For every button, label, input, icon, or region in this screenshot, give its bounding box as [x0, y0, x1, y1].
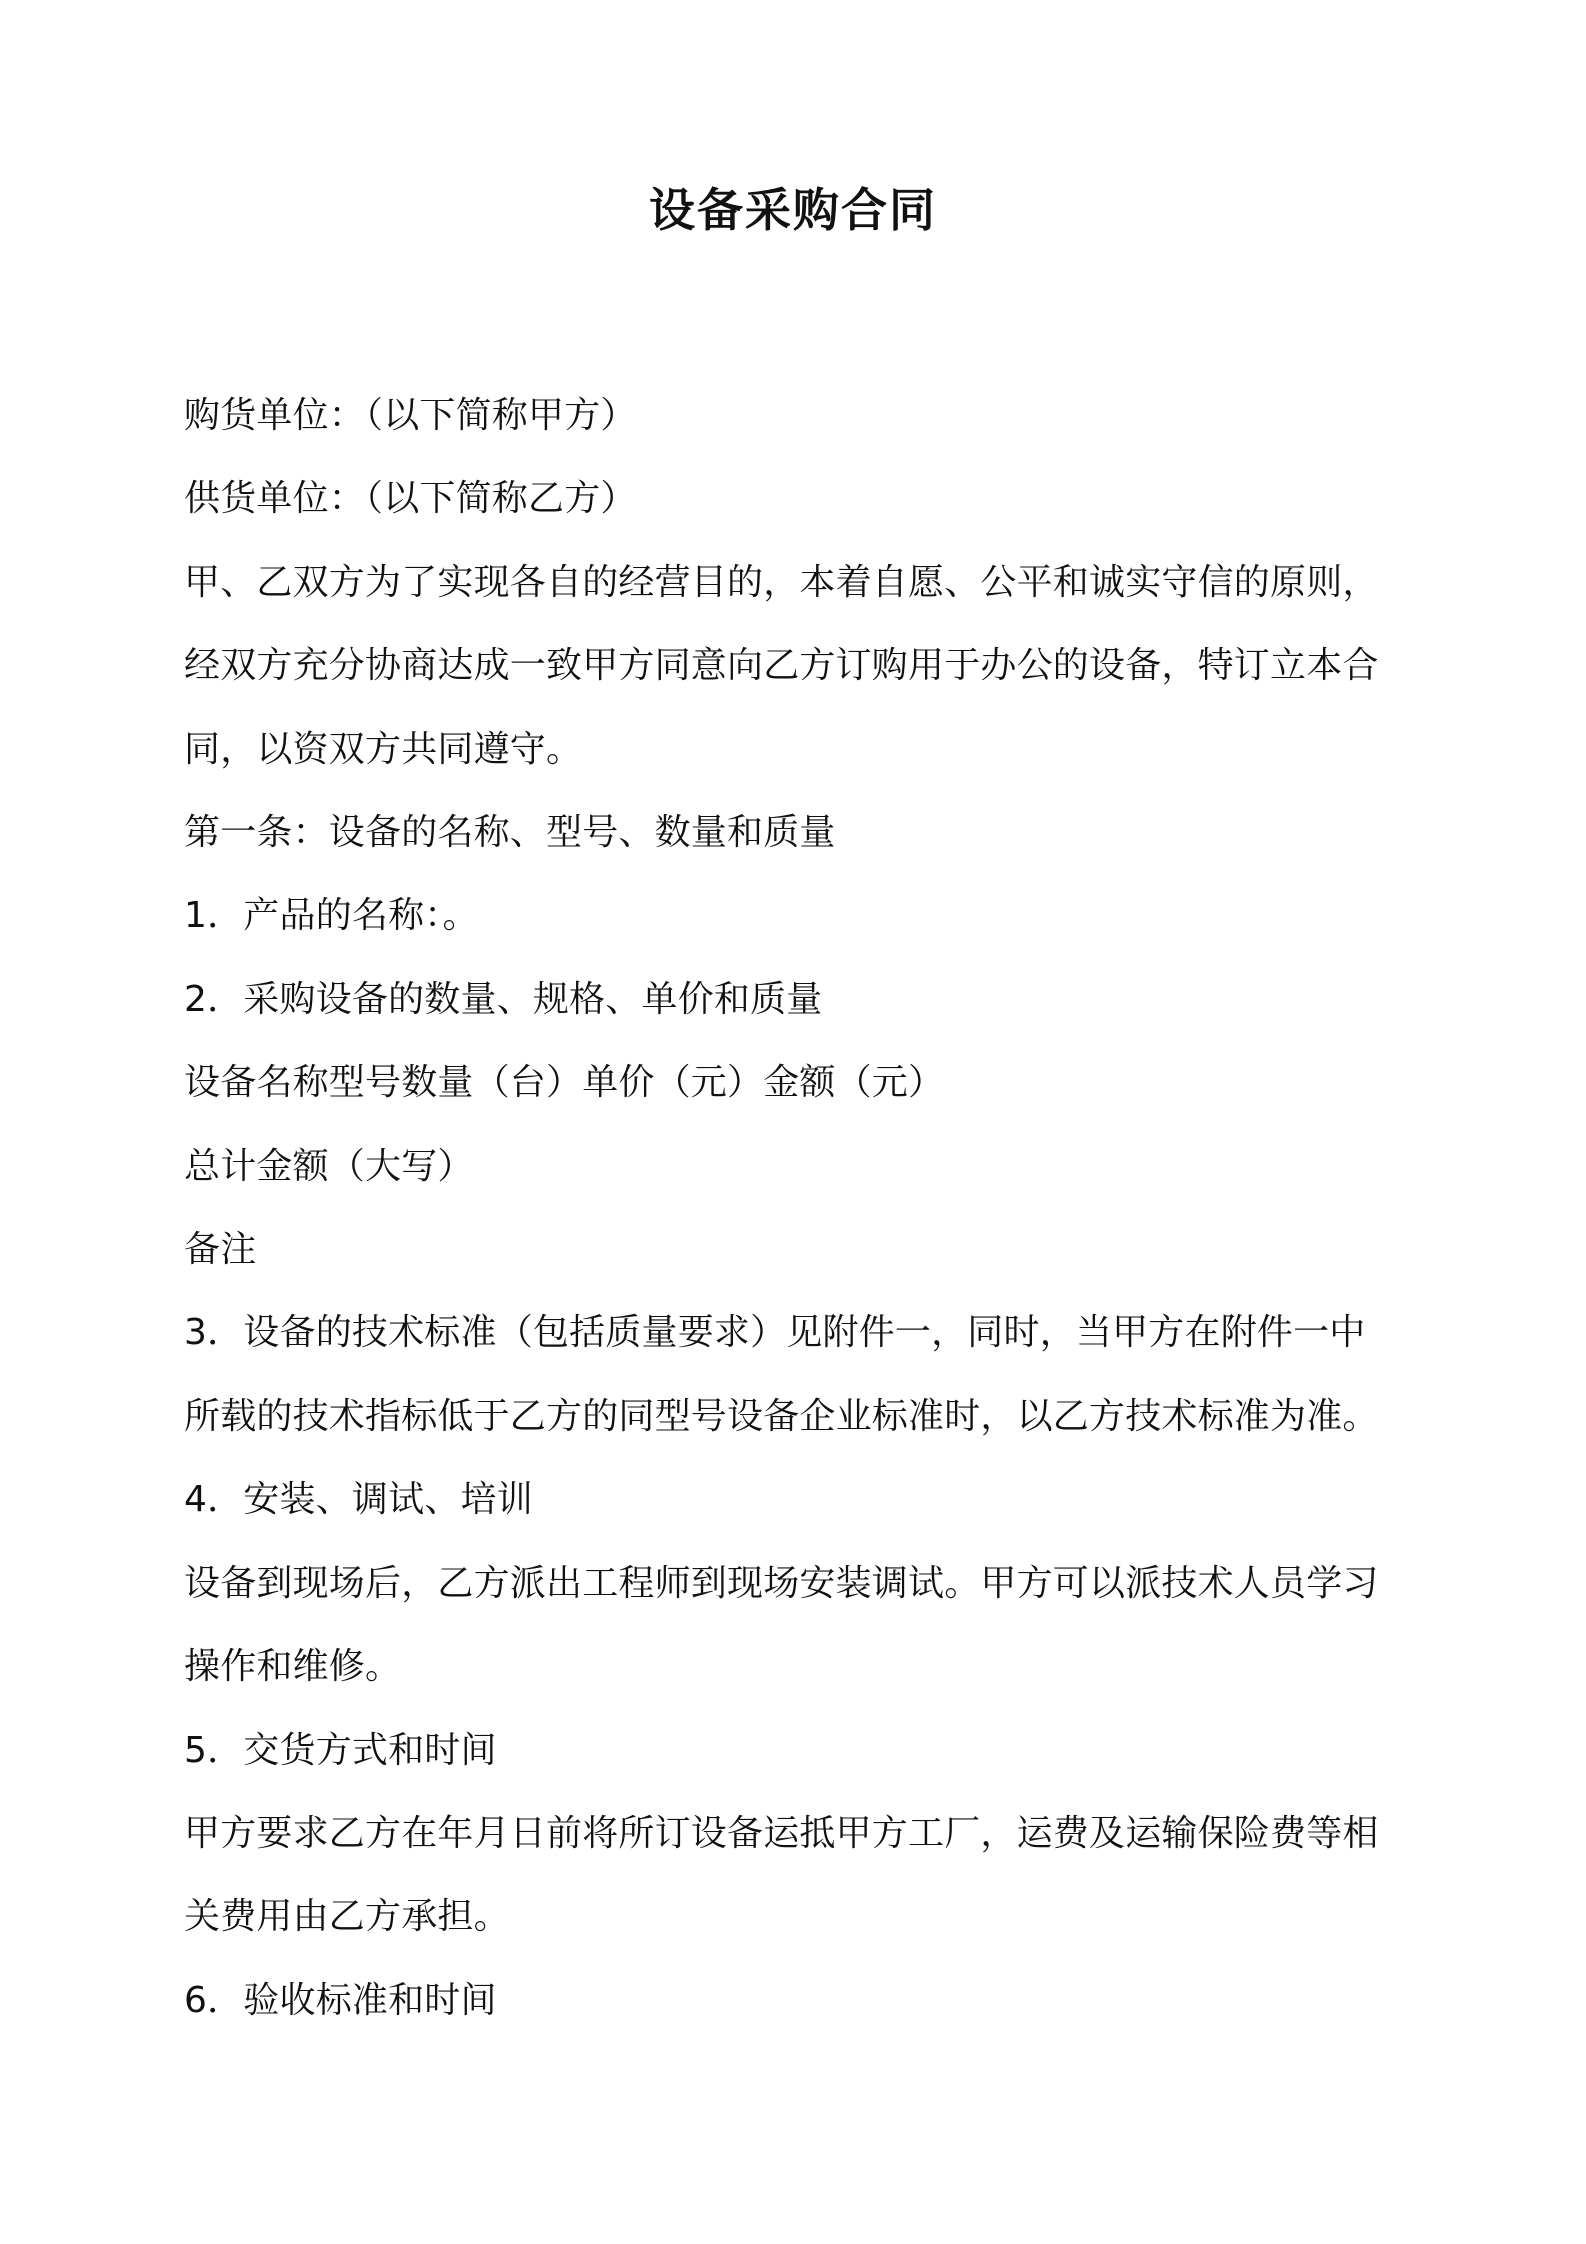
- clause-2-purchase-details: 2．采购设备的数量、规格、单价和质量: [184, 978, 823, 1020]
- clause-4-line-1: 设备到现场后，乙方派出工程师到现场安装调试。甲方可以派技术人员学习: [184, 1562, 1379, 1604]
- clause-4-line-2: 操作和维修。: [184, 1646, 402, 1688]
- document-body: [184, 374, 1424, 2042]
- clause-3-line-2: 所载的技术指标低于乙方的同型号设备企业标准时，以乙方技术标准为准。: [184, 1395, 1379, 1437]
- preamble-line-1: 甲、乙双方为了实现各自的经营目的，本着自愿、公平和诚实守信的原则，: [184, 561, 1379, 603]
- party-b-line: 供货单位：（以下简称乙方）: [184, 478, 637, 520]
- document-title: 设备采购合同: [649, 183, 937, 237]
- clause-6-heading: 6．验收标准和时间: [184, 1979, 497, 2021]
- preamble-line-2: 经双方充分协商达成一致甲方同意向乙方订购用于办公的设备，特订立本合: [184, 645, 1379, 687]
- clause-5-line-2: 关费用由乙方承担。: [184, 1896, 510, 1938]
- total-amount-label: 总计金额（大写）: [184, 1145, 474, 1187]
- remarks-label: 备注: [184, 1229, 257, 1271]
- party-a-line: 购货单位：（以下简称甲方）: [184, 395, 637, 436]
- article-1-heading: 第一条：设备的名称、型号、数量和质量: [184, 812, 836, 854]
- clause-1-product-name: 1．产品的名称：。: [184, 895, 479, 937]
- preamble-line-3: 同，以资双方共同遵守。: [184, 728, 583, 770]
- clause-5-heading: 5．交货方式和时间: [184, 1729, 497, 1771]
- equipment-table-header: 设备名称型号数量（台）单价（元）金额（元）: [184, 1062, 945, 1104]
- clause-5-line-1: 甲方要求乙方在年月日前将所订设备运抵甲方工厂，运费及运输保险费等相: [184, 1812, 1379, 1854]
- clause-4-heading: 4．安装、调试、培训: [184, 1479, 533, 1521]
- clause-3-line-1: 3．设备的技术标准（包括质量要求）见附件一，同时，当甲方在附件一中: [184, 1312, 1366, 1354]
